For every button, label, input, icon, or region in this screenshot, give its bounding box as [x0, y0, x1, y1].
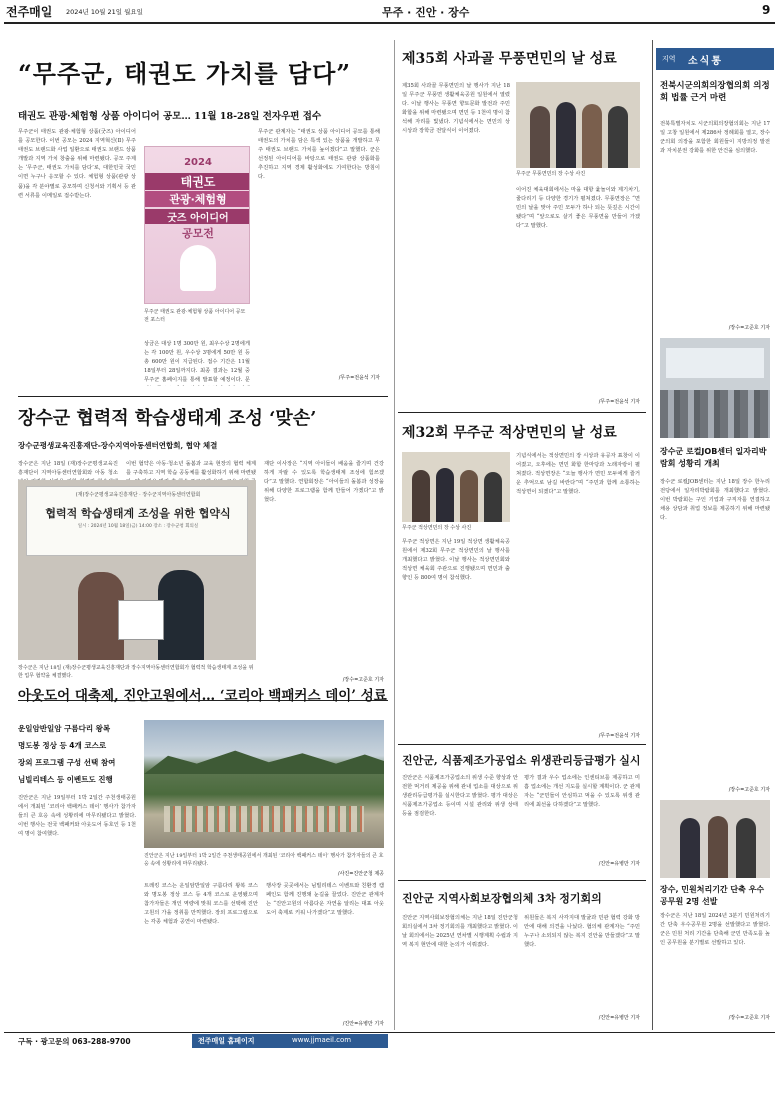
body-col-2: 위원들은 복지 사각지대 발굴과 민관 협력 강화 방안에 대해 의견을 나눴다. 협의체 관계자는 “주민 누구나 소외되지 않는 복지 진안을 만들겠다”고 말했다. — [524, 915, 640, 949]
mountain-ridge — [144, 748, 384, 774]
sidebar-item-1-text: 전북특별자치도 시군의회의장협의회는 지난 17일 고창 일원에서 제286차 정례회를 열고, 장수군의회 의장을 포함한 회원들이 지방의정 발전과 자치분권 강화를 위한 안건을 심의했다. — [660, 121, 770, 155]
banner-top: (재)장수군평생교육진흥재단 · 장수군지역아동센터연합회 — [75, 492, 201, 498]
photo-credit: /사진=진안군청 제공 — [337, 871, 384, 877]
divider-1 — [18, 396, 388, 397]
side-point: 운일암반일암 구름다리 왕복 — [18, 724, 111, 733]
side-point: 님빌리테스 등 이벤트도 진행 — [18, 775, 113, 784]
sidebar-heading-title: 소식통 — [688, 56, 723, 67]
column-rule-1 — [394, 40, 395, 1030]
footer-homepage-box[interactable] — [192, 1034, 388, 1048]
body-col-1: 진안군 지역사회보장협의체는 지난 18일 진안군청 회의실에서 3차 정기회의를 개최했다고 밝혔다. 이날 회의에서는 2025년 연차별 시행계획 수립과 지역 복지 현안에 대한 논의가 이뤄졌다. — [402, 915, 518, 949]
footer-subscribe: 구독 · 광고문의 063-288-9700 — [18, 1037, 131, 1046]
subhead: 장수군평생교육진흥재단-장수지역아동센터연합회, 협약 체결 — [18, 441, 218, 450]
divider-5 — [398, 880, 646, 881]
byline: /장수=고준호 기자 — [342, 677, 384, 683]
body-col-1: 제35회 사과골 무풍면민의 날 행사가 지난 18일 무주군 무풍면 생활체육공원 일원에서 열렸다. 이날 행사는 무풍면 향토문화 발전과 주민 화합을 위해 마련됐으며 면민 등 1천여 명이 참석해 자리를 빛냈다. 기념식에서는 면민의 상 시상과 장학금 전달식이 이어졌다. — [402, 83, 510, 135]
award-photo — [660, 800, 770, 878]
mupung-caption: 무주군 무풍면민의 장 수상 사진 — [516, 171, 586, 177]
footer-url[interactable]: www.jjmaeil.com — [292, 1036, 352, 1044]
person — [736, 818, 756, 878]
article-taekwondo — [0, 24, 390, 390]
byline: /진안=유병만 기자 — [342, 1021, 384, 1027]
article-jeoksang — [398, 414, 648, 744]
person — [608, 106, 628, 168]
sidebar-item-3-byline: /장수=고준호 기자 — [728, 1015, 770, 1021]
sidebar-heading-prefix: 지역 — [662, 55, 676, 63]
sidebar-item-3-text: 장수군은 지난 18일 2024년 3분기 민원처리기간 단축 우수공무원 2명을 선발했다고 밝혔다. 군은 민원 처리 기간을 단축해 군민 만족도를 높인 공무원을 분기별로 선발하고 있다. — [660, 913, 770, 947]
page-number: 9 — [762, 3, 771, 17]
body-col-1: 무주군이 태권도 관광·체험형 상품(굿즈) 아이디어를 공모한다. 이번 공모는 2024 지역혁신(Ⅱ) 무주태권도 브랜드화 사업 일환으로 태권도 브랜드 상품 개발과 지역 가치 창출을 위해 마련됐다. 공모 주제는 ‘무주군, 태권도 가치를 담다’로, 대한민국 국민이면 누구나 응모할 수 있다. 체험형 상품(관광 상품)을 각 분야별로 공모하며 신청서와 기획서 등 관련 서류를 이메일로 접수받는다. — [18, 129, 136, 199]
poster-year: 2024 — [184, 157, 212, 168]
sidebar-item-3-title: 장수, 민원처리기간 단축 우수공무원 2명 선발 — [660, 885, 765, 906]
byline: /진안=유병만 기자 — [598, 1015, 640, 1021]
headline: 아웃도어 대축제, 진안고원에서… ‘코리아 백패커스 데이’ 성료 — [18, 688, 387, 704]
booth — [666, 348, 764, 378]
article-backpackers-day — [0, 680, 390, 1030]
side-points — [18, 720, 136, 788]
article-mupung — [398, 40, 648, 410]
headline: 장수군 협력적 학습생태계 조성 ‘맞손’ — [18, 408, 317, 429]
person — [530, 106, 550, 168]
person-right — [158, 570, 204, 660]
body-col-2: 이번 협약은 아동·청소년 돌봄과 교육 현장의 협력 체계를 구축하고 지역 학습 공동체를 활성화하기 위해 마련됐 — [126, 461, 256, 477]
poster-figure — [180, 245, 216, 291]
headline: 제32회 무주군 적상면민의 날 성료 — [402, 425, 617, 441]
person — [556, 102, 576, 168]
person — [680, 818, 700, 878]
banner-title: 협력적 학습생태계 조성을 위한 협약식 — [45, 507, 231, 520]
person — [582, 104, 602, 168]
side-point: 장외 프로그램 구성 선택 참여 — [18, 758, 116, 767]
person — [412, 470, 430, 522]
tent-area — [164, 806, 364, 832]
sidebar-item-1-byline: /장수=고준호 기자 — [728, 325, 770, 331]
person — [484, 472, 502, 522]
poster-line-2: 관광·체험형 — [145, 191, 250, 207]
issue-date: 2024년 10월 21일 월요일 — [66, 8, 143, 16]
body-col-1: 무주군 적상면은 지난 19일 적상면 생활체육공원에서 제32회 무주군 적상면민의 날 행사를 개최했다고 밝혔다. 이날 행사는 적상면민회와 적상면 체육회 주관으로 진행됐으며 면민과 출향인 등 800여 명이 참석했다. — [402, 539, 510, 582]
side-point: 명도봉 정상 등 4개 코스로 — [18, 741, 107, 750]
agreement-caption: 장수군은 지난 18일 (재)장수군평생교육진흥재단과 장수지역아동센터연합회가 협력적 학습생태계 조성을 위한 업무 협약을 체결했다. — [18, 665, 254, 679]
headline: “무주군, 태권도 가치를 담다” — [18, 59, 352, 88]
body-col-3: 재단 이사장은 “지역 아이들이 배움을 즐기며 건강하게 자랄 수 있도록 학습생태계 조성에 힘쓰겠다”고 말했다. 연합회장은 “아이들의 돌봄과 성장을 위해 다양한 프로그램을 함께 만들어 가겠다”고 밝혔다. — [264, 461, 384, 504]
body-col-2: 기념식에서는 적상면민의 장 시상과 유공자 표창이 이어졌고, 오후에는 면민 화합 한마당과 노래자랑이 펼쳐졌다. 적상면장은 “오늘 행사가 면민 모두에게 즐거운 추억으로 남길 바란다”며 “주민과 함께 소통하는 적상면이 되겠다”고 말했다. — [516, 453, 640, 496]
body-col-1: 진안군은 식품제조가공업소의 위생 수준 향상과 안전한 먹거리 제공을 위해 관내 업소를 대상으로 위생관리등급평가를 실시한다고 밝혔다. 평가 대상은 식품제조가공업소 등이며 시설 관리와 위생 상태 등을 점검한다. — [402, 775, 518, 818]
mupung-photo — [516, 82, 640, 168]
sidebar-item-2-title: 장수군 로컬JOB센터 일자리박람회 성황리 개최 — [660, 447, 767, 468]
headline: 진안군 지역사회보장협의체 3차 정기회의 — [402, 892, 602, 905]
crowd — [660, 390, 770, 438]
subhead: 태권도 관광·체험형 상품 아이디어 공모… 11월 18-28일 전자우편 접수 — [18, 111, 322, 122]
sidebar-item-2-byline: /장수=고준호 기자 — [728, 787, 770, 793]
banner — [26, 486, 248, 556]
body-col-2: 트레킹 코스는 운일암반일암 구름다리 왕복 코스와 명도봉 정상 코스 등 4개 코스로 운영됐으며 참가자들은 개인 역량에 맞춰 코스를 선택해 진안고원의 가을 정취를 만끽했다. 장외 프로그램으로는 각종 체험과 공연이 마련됐다. — [144, 883, 258, 926]
person — [436, 468, 454, 522]
poster-line-1: 태권도 — [145, 173, 250, 190]
jeoksang-photo — [402, 452, 510, 522]
article-food-hygiene — [398, 746, 648, 876]
article-welfare-council — [398, 882, 648, 1028]
footer-rule — [4, 1032, 775, 1033]
section-name: 무주 · 진안 · 장수 — [382, 6, 470, 19]
body-col-2: 평가 결과 우수 업소에는 인센티브를 제공하고 미흡 업소에는 개선 지도를 실시할 계획이다. 군 관계자는 “군민들이 안심하고 먹을 수 있도록 위생 관리에 최선을 다하겠다”고 말했다. — [524, 775, 640, 809]
banner-sub: 일시 : 2024년 10월 18일(금) 14:00 장소 : 장수군청 회의실 — [77, 524, 199, 529]
byline: /진안=유병만 기자 — [598, 861, 640, 867]
sidebar-item-2-text: 장수군 로컬JOB센터는 지난 18일 장수 한누리전당에서 일자리박람회를 개최했다고 밝혔다. 이번 박람회는 구인 기업과 구직자를 연결하고 채용 상담과 취업 정보를 제공하기 위해 마련됐다. — [660, 479, 770, 522]
agreement-document — [118, 600, 164, 640]
headline: 진안군, 식품제조가공업소 위생관리등급평가 실시 — [402, 754, 641, 767]
column-rule-2 — [652, 40, 653, 1030]
poster-image — [144, 146, 250, 304]
divider-3 — [398, 412, 646, 413]
poster-caption: 무주군 태권도 관광·체험형 상품 아이디어 공모전 포스터 — [144, 309, 246, 323]
person — [708, 816, 728, 878]
headline: 제35회 사과골 무풍면민의 날 성료 — [402, 51, 617, 67]
page-header — [0, 0, 779, 22]
body-col-3: 무주군 관계자는 “태권도 상품 아이디어 공모를 통해 태권도의 가치를 담은 특색 있는 상품을 개발하고 무주 태권도 브랜드 가치를 높이겠다”고 말했다. 군은 선정된 아이디어를 바탕으로 태권도 관광 상품화를 추진하고 지역 경제 활성화에도 기여한다는 방침이다. — [258, 129, 380, 181]
footer-homepage-label: 전주매일 홈페이지 — [198, 1037, 255, 1045]
festival-caption: 진안군은 지난 19일부터 1박 2일간 주천생태공원에서 개최된 ‘코리아 백패커스 데이’ 행사가 참가자들의 큰 호응 속에 성황리에 마무리됐다. — [144, 853, 384, 867]
poster-line-4: 공모전 — [182, 227, 214, 240]
byline: /무주=전윤석 기자 — [598, 733, 640, 739]
body-col-1: 장수군은 지난 18일 (재)장수군평생교육진흥재단이 지역아동센터연합회와 아동 청소 — [18, 461, 118, 477]
body-col-2: 이어진 체육대회에서는 마을 대항 윷놀이와 제기차기, 줄다리기 등 다양한 경기가 펼쳐졌다. 무풍면장은 “면민의 날을 맞아 주민 모두가 하나 되는 뜻깊은 시간이 됐다”며 “앞으로도 살기 좋은 무풍면을 만들어 가겠다”고 말했다. — [516, 187, 640, 230]
sidebar-heading — [656, 48, 774, 70]
article-jangsu-learning — [0, 400, 390, 694]
body-col-2: 상금은 대상 1명 300만 원, 최우수상 2명에게는 각 100만 원, 우수상 3명에게 50만 원 등 총 600만 원이 지급된다. 접수 기간은 11월 18일부터 28일까지다. 최종 결과는 12월 중 무주군 홈페이지를 통해 발표할 예정이다. 문 — [144, 341, 250, 384]
jeoksang-caption: 무주군 적상면민의 장 수상 사진 — [402, 525, 472, 531]
festival-photo — [144, 720, 384, 848]
paper-name: 전주매일 — [6, 5, 53, 19]
agreement-photo — [18, 480, 256, 660]
body-col-1: 진안군은 지난 19일부터 1박 2일간 주천생태공원에서 개최된 ‘코리아 백패커스 데이’ 행사가 참가자들의 큰 호응 속에 성황리에 마무리됐다고 밝혔다. 이번 행사는 전국 백패커와 아웃도어 동호인 등 1천여 명이 참여했다. — [18, 795, 136, 838]
sidebar-item-1-title: 전북시군의회의장협의회 의정회 법률 근거 마련 — [660, 81, 770, 103]
byline: /무주=전윤석 기자 — [338, 375, 380, 381]
poster-line-3: 굿즈 아이디어 — [145, 209, 250, 224]
body-col-3: 행사장 곳곳에서는 님빌리테스 이벤트와 친환경 캠페인도 함께 진행돼 눈길을 끌었다. 진안군 관계자는 “진안고원의 아름다운 자연을 알리는 대표 아웃도어 축제로 키워 나가겠다”고 말했다. — [266, 883, 384, 917]
byline: /무주=전윤석 기자 — [598, 399, 640, 405]
job-fair-photo — [660, 338, 770, 438]
divider-4 — [398, 744, 646, 745]
person — [460, 470, 478, 522]
sidebar-news — [656, 48, 774, 1028]
